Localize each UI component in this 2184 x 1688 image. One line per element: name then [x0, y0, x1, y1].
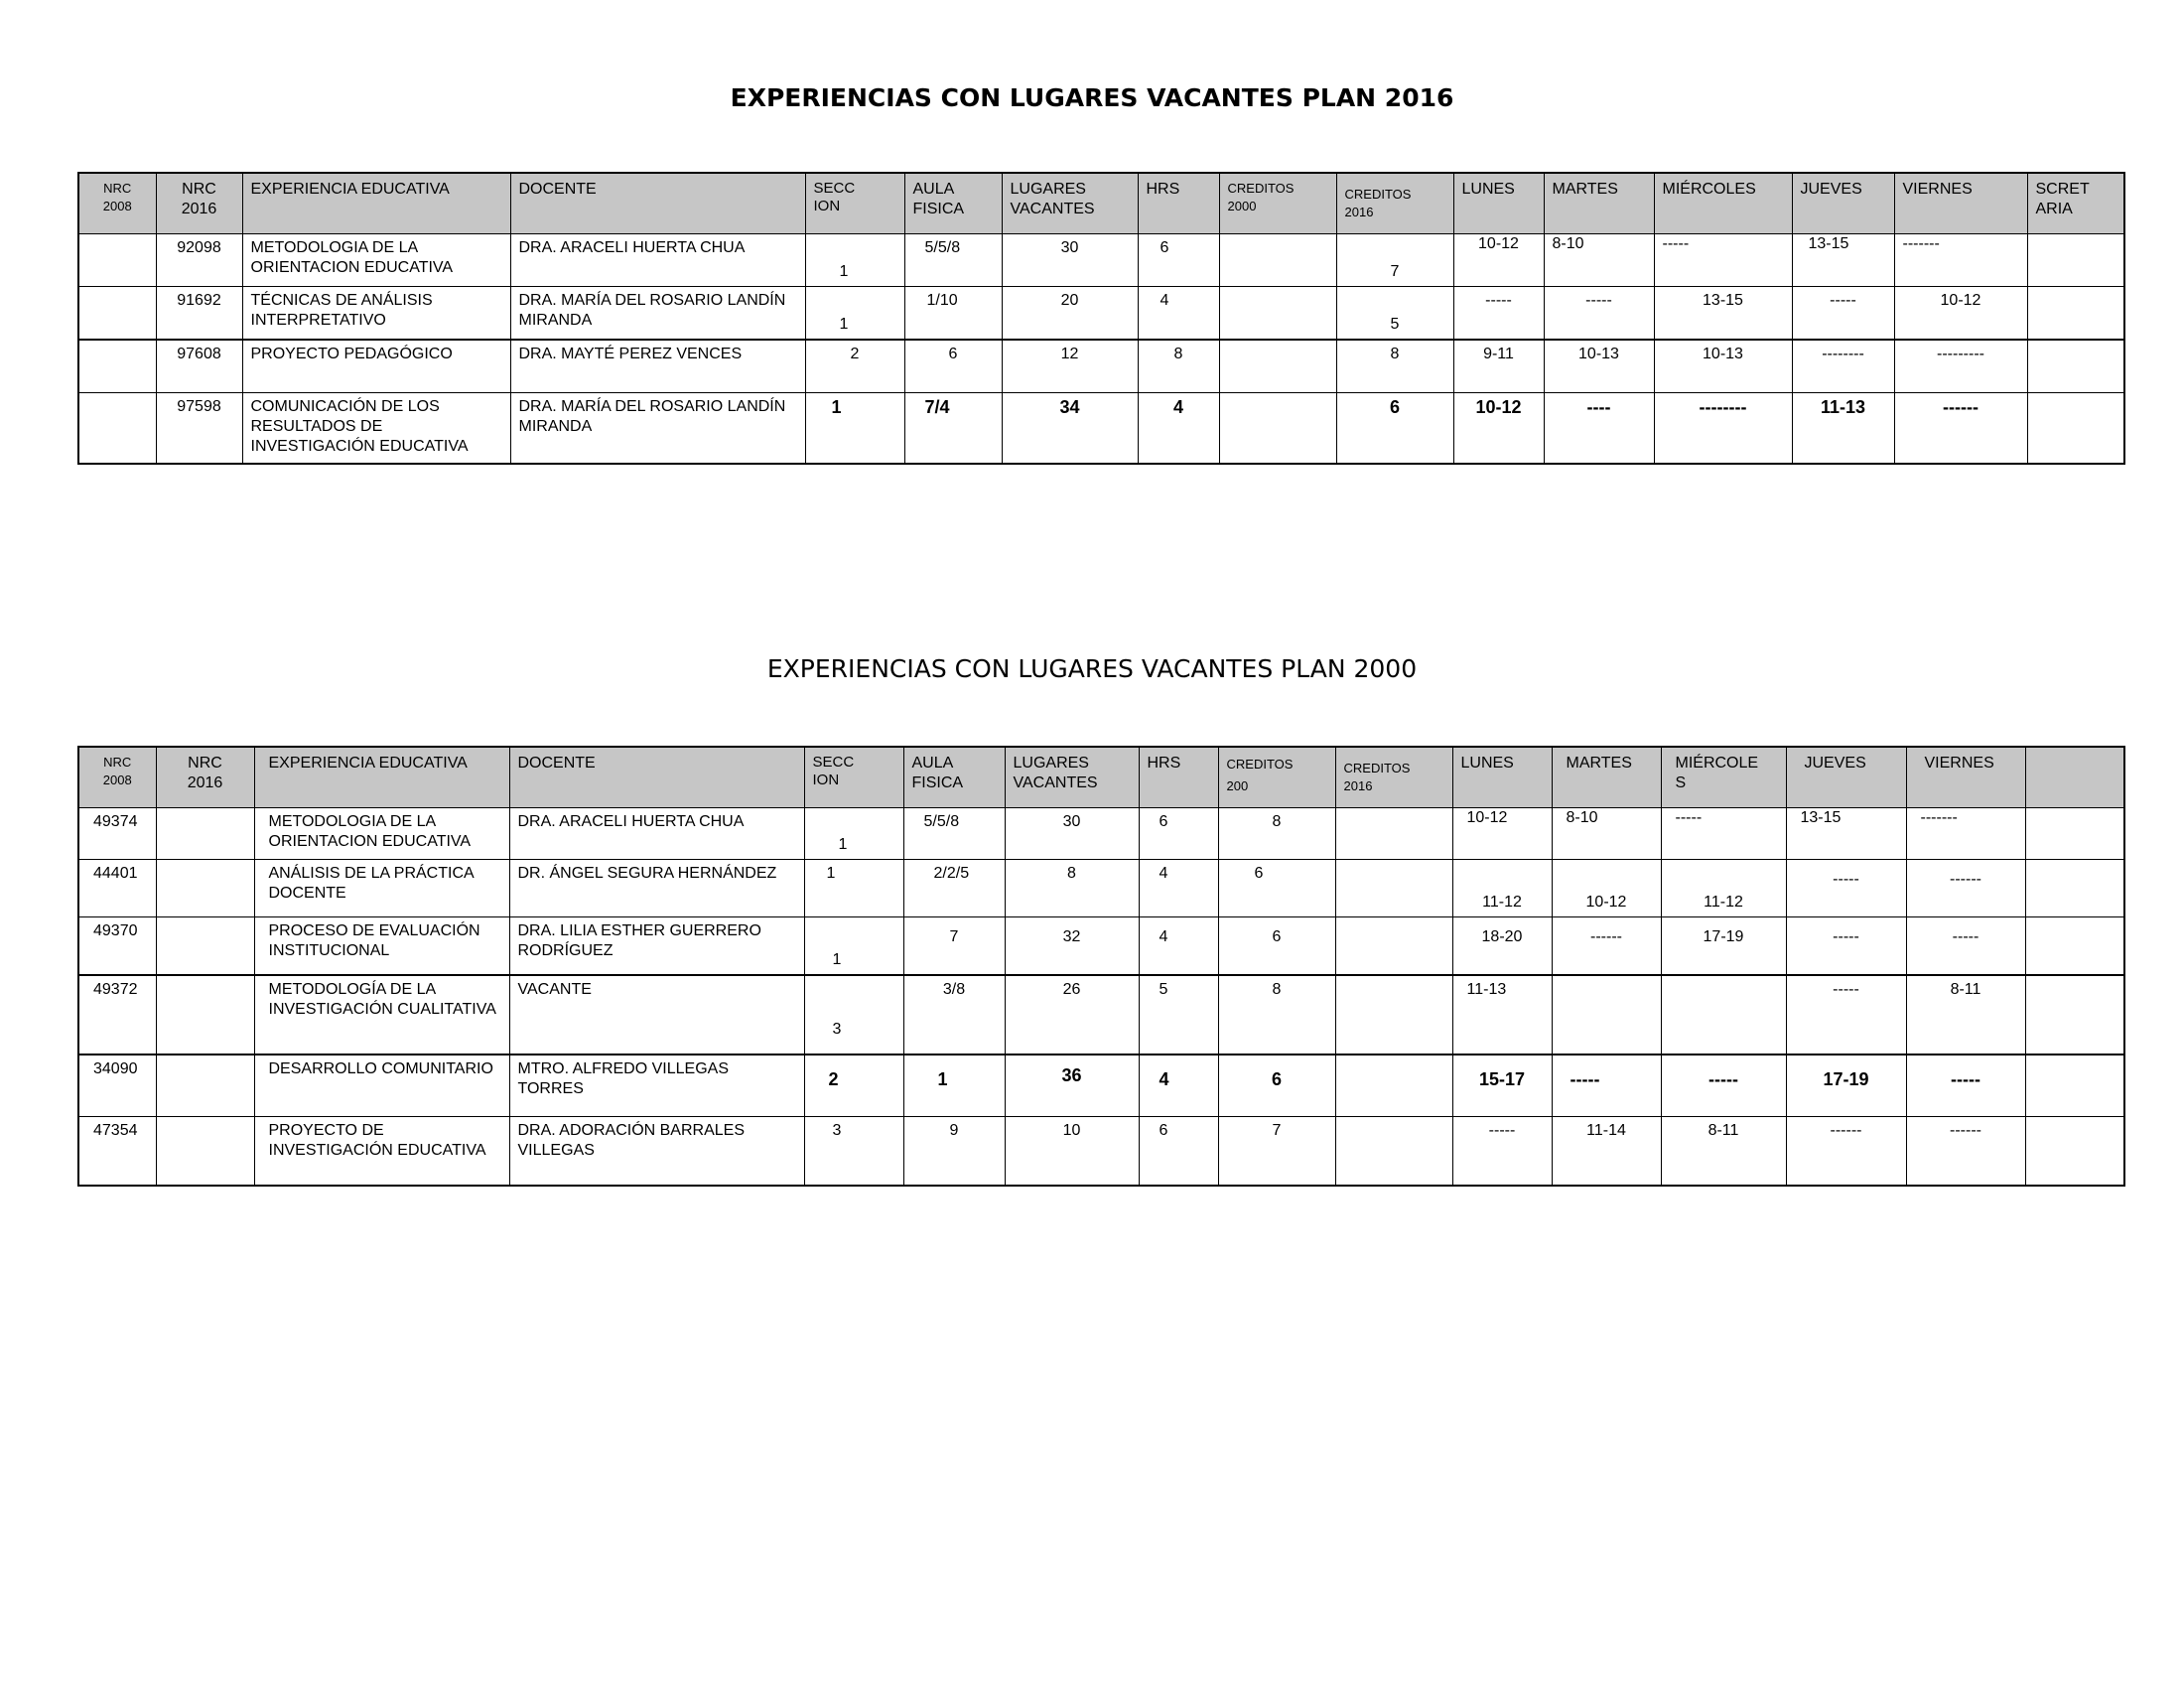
- cell-creditos-2016: 6: [1336, 393, 1453, 465]
- cell-nrc-2016: [156, 1117, 254, 1187]
- cell-jueves: -----: [1786, 975, 1906, 1055]
- cell-blank: [2025, 1117, 2124, 1187]
- col-header-lunes: LUNES: [1453, 173, 1544, 234]
- cell-jueves: 17-19: [1786, 1055, 1906, 1117]
- cell-docente: VACANTE: [509, 975, 804, 1055]
- cell-blank: [2025, 808, 2124, 860]
- cell-nrc-2016: [156, 917, 254, 976]
- cell-viernes: ------: [1906, 1117, 2025, 1187]
- col-header-viernes: VIERNES: [1906, 747, 2025, 808]
- col-header-blank: [2025, 747, 2124, 808]
- cell-docente: DRA. ARACELI HUERTA CHUA: [509, 808, 804, 860]
- table-row: [78, 393, 2124, 465]
- vacancies-table-plan-2016: [77, 172, 2125, 465]
- table-row: [78, 340, 2124, 393]
- cell-viernes: ------: [1906, 860, 2025, 917]
- cell-martes: 10-12: [1552, 860, 1661, 917]
- cell-docente: MTRO. ALFREDO VILLEGAS TORRES: [509, 1055, 804, 1117]
- cell-martes: 8-10: [1552, 808, 1661, 860]
- col-header-aula: AULA FISICA: [903, 747, 1005, 808]
- col-header-miercoles: MIÉRCOLES: [1654, 173, 1792, 234]
- cell-creditos-2000: 6: [1218, 917, 1335, 976]
- cell-secretaria: [2027, 234, 2124, 287]
- cell-experiencia: PROCESO DE EVALUACIÓN INSTITUCIONAL: [254, 917, 509, 976]
- cell-seccion: 1: [804, 860, 903, 917]
- cell-nrc-2008: [78, 234, 156, 287]
- cell-lugares: 26: [1005, 975, 1139, 1055]
- cell-lunes: 15-17: [1452, 1055, 1552, 1117]
- table-row: [78, 975, 2124, 1055]
- cell-lugares: 8: [1005, 860, 1139, 917]
- cell-creditos-2016: [1335, 1055, 1452, 1117]
- cell-miercoles: -----: [1661, 808, 1786, 860]
- cell-aula: 5/5/8: [903, 808, 1005, 860]
- col-header-docente: DOCENTE: [510, 173, 805, 234]
- cell-aula: 9: [903, 1117, 1005, 1187]
- cell-seccion: 1: [804, 808, 903, 860]
- cell-experiencia: DESARROLLO COMUNITARIO: [254, 1055, 509, 1117]
- cell-seccion: 1: [805, 287, 904, 341]
- cell-creditos-2016: 8: [1336, 340, 1453, 393]
- cell-martes: ------: [1552, 917, 1661, 976]
- col-header-lugares: LUGARES VACANTES: [1005, 747, 1139, 808]
- cell-lugares: 34: [1002, 393, 1138, 465]
- cell-blank: [2025, 917, 2124, 976]
- cell-creditos-2000: 6: [1218, 1055, 1335, 1117]
- cell-creditos-2016: [1335, 1117, 1452, 1187]
- table-row: [78, 860, 2124, 917]
- header-row: [78, 173, 2124, 234]
- cell-viernes: -----: [1906, 1055, 2025, 1117]
- cell-seccion: 1: [805, 393, 904, 465]
- cell-jueves: -----: [1786, 917, 1906, 976]
- cell-martes: 11-14: [1552, 1117, 1661, 1187]
- cell-hrs: 4: [1139, 860, 1218, 917]
- table-row: [78, 1055, 2124, 1117]
- cell-viernes: ------: [1894, 393, 2027, 465]
- cell-creditos-2000: [1219, 234, 1336, 287]
- cell-nrc-2016: 92098: [156, 234, 242, 287]
- cell-seccion: 1: [804, 917, 903, 976]
- cell-lugares: 20: [1002, 287, 1138, 341]
- col-header-martes: MARTES: [1544, 173, 1654, 234]
- cell-docente: DRA. MARÍA DEL ROSARIO LANDÍN MIRANDA: [510, 393, 805, 465]
- cell-creditos-2016: 5: [1336, 287, 1453, 341]
- cell-jueves: 13-15: [1792, 234, 1894, 287]
- cell-seccion: 3: [804, 975, 903, 1055]
- cell-nrc-2016: 97608: [156, 340, 242, 393]
- col-header-seccion: SECC ION: [805, 173, 904, 234]
- cell-aula: 5/5/8: [904, 234, 1002, 287]
- cell-creditos-2016: [1335, 808, 1452, 860]
- cell-secretaria: [2027, 393, 2124, 465]
- cell-experiencia: COMUNICACIÓN DE LOS RESULTADOS DE INVESTIGACIÓN EDUCATIVA: [242, 393, 510, 465]
- cell-docente: DRA. MAYTÉ PEREZ VENCES: [510, 340, 805, 393]
- col-header-lunes: LUNES: [1452, 747, 1552, 808]
- cell-nrc-2016: [156, 860, 254, 917]
- cell-aula: 1/10: [904, 287, 1002, 341]
- col-header-docente: DOCENTE: [509, 747, 804, 808]
- table-row: [78, 1117, 2124, 1187]
- cell-docente: DR. ÁNGEL SEGURA HERNÁNDEZ: [509, 860, 804, 917]
- cell-miercoles: --------: [1654, 393, 1792, 465]
- cell-viernes: -----: [1906, 917, 2025, 976]
- cell-docente: DRA. ARACELI HUERTA CHUA: [510, 234, 805, 287]
- cell-lunes: 10-12: [1453, 393, 1544, 465]
- cell-creditos-2016: [1335, 975, 1452, 1055]
- cell-lugares: 12: [1002, 340, 1138, 393]
- cell-nrc-2008: 44401: [78, 860, 156, 917]
- cell-miercoles: -----: [1661, 1055, 1786, 1117]
- cell-lunes: 11-13: [1452, 975, 1552, 1055]
- cell-hrs: 6: [1139, 808, 1218, 860]
- cell-nrc-2008: 47354: [78, 1117, 156, 1187]
- cell-secretaria: [2027, 340, 2124, 393]
- table-title-plan-2016: EXPERIENCIAS CON LUGARES VACANTES PLAN 2016: [730, 83, 1454, 112]
- cell-seccion: 2: [805, 340, 904, 393]
- cell-lunes: 10-12: [1453, 234, 1544, 287]
- cell-hrs: 8: [1138, 340, 1219, 393]
- cell-hrs: 4: [1138, 393, 1219, 465]
- cell-creditos-2016: [1335, 860, 1452, 917]
- cell-creditos-2000: 8: [1218, 808, 1335, 860]
- table-row: [78, 234, 2124, 287]
- col-header-creditos-2000: CREDITOS 200: [1218, 747, 1335, 808]
- cell-martes: -----: [1544, 287, 1654, 341]
- cell-aula: 2/2/5: [903, 860, 1005, 917]
- col-header-nrc-2016: NRC 2016: [156, 747, 254, 808]
- cell-nrc-2008: [78, 340, 156, 393]
- cell-aula: 3/8: [903, 975, 1005, 1055]
- cell-martes: -----: [1552, 1055, 1661, 1117]
- cell-experiencia: METODOLOGÍA DE LA INVESTIGACIÓN CUALITATIVA: [254, 975, 509, 1055]
- col-header-jueves: JUEVES: [1792, 173, 1894, 234]
- cell-jueves: 11-13: [1792, 393, 1894, 465]
- col-header-miercoles: MIÉRCOLE S: [1661, 747, 1786, 808]
- col-header-seccion: SECC ION: [804, 747, 903, 808]
- cell-hrs: 6: [1138, 234, 1219, 287]
- cell-jueves: -----: [1792, 287, 1894, 341]
- cell-blank: [2025, 860, 2124, 917]
- col-header-nrc-2008: NRC 2008: [78, 173, 156, 234]
- cell-martes: 10-13: [1544, 340, 1654, 393]
- cell-creditos-2000: [1219, 287, 1336, 341]
- cell-seccion: 1: [805, 234, 904, 287]
- cell-hrs: 4: [1139, 1055, 1218, 1117]
- col-header-aula: AULA FISICA: [904, 173, 1002, 234]
- cell-jueves: --------: [1792, 340, 1894, 393]
- col-header-martes: MARTES: [1552, 747, 1661, 808]
- cell-creditos-2000: 8: [1218, 975, 1335, 1055]
- cell-jueves: ------: [1786, 1117, 1906, 1187]
- cell-experiencia: TÉCNICAS DE ANÁLISIS INTERPRETATIVO: [242, 287, 510, 341]
- cell-viernes: -------: [1894, 234, 2027, 287]
- cell-aula: 6: [904, 340, 1002, 393]
- cell-creditos-2016: [1335, 917, 1452, 976]
- cell-martes: ----: [1544, 393, 1654, 465]
- col-header-creditos-2000: CREDITOS 2000: [1219, 173, 1336, 234]
- cell-creditos-2000: [1219, 340, 1336, 393]
- cell-miercoles: -----: [1654, 234, 1792, 287]
- header-row: [78, 747, 2124, 808]
- cell-lugares: 30: [1005, 808, 1139, 860]
- cell-hrs: 6: [1139, 1117, 1218, 1187]
- cell-nrc-2008: 49370: [78, 917, 156, 976]
- cell-martes: [1552, 975, 1661, 1055]
- cell-seccion: 2: [804, 1055, 903, 1117]
- col-header-jueves: JUEVES: [1786, 747, 1906, 808]
- cell-nrc-2016: 97598: [156, 393, 242, 465]
- cell-nrc-2008: [78, 287, 156, 341]
- col-header-nrc-2008: NRC 2008: [78, 747, 156, 808]
- cell-viernes: -------: [1906, 808, 2025, 860]
- col-header-hrs: HRS: [1139, 747, 1218, 808]
- cell-miercoles: 13-15: [1654, 287, 1792, 341]
- table-title-plan-2000: EXPERIENCIAS CON LUGARES VACANTES PLAN 2000: [766, 654, 1418, 683]
- cell-nrc-2016: [156, 1055, 254, 1117]
- cell-viernes: ---------: [1894, 340, 2027, 393]
- cell-aula: 7: [903, 917, 1005, 976]
- cell-docente: DRA. ADORACIÓN BARRALES VILLEGAS: [509, 1117, 804, 1187]
- col-header-nrc-2016: NRC 2016: [156, 173, 242, 234]
- cell-martes: 8-10: [1544, 234, 1654, 287]
- cell-secretaria: [2027, 287, 2124, 341]
- col-header-lugares: LUGARES VACANTES: [1002, 173, 1138, 234]
- cell-creditos-2000: 7: [1218, 1117, 1335, 1187]
- cell-nrc-2008: 49372: [78, 975, 156, 1055]
- cell-nrc-2016: 91692: [156, 287, 242, 341]
- col-header-experiencia: EXPERIENCIA EDUCATIVA: [254, 747, 509, 808]
- cell-nrc-2016: [156, 975, 254, 1055]
- cell-lunes: 10-12: [1452, 808, 1552, 860]
- cell-creditos-2000: [1219, 393, 1336, 465]
- cell-lugares: 32: [1005, 917, 1139, 976]
- cell-miercoles: 10-13: [1654, 340, 1792, 393]
- table-row: [78, 808, 2124, 860]
- col-header-viernes: VIERNES: [1894, 173, 2027, 234]
- cell-experiencia: METODOLOGIA DE LA ORIENTACION EDUCATIVA: [242, 234, 510, 287]
- cell-blank: [2025, 1055, 2124, 1117]
- cell-nrc-2008: 49374: [78, 808, 156, 860]
- cell-viernes: 10-12: [1894, 287, 2027, 341]
- cell-creditos-2000: 6: [1218, 860, 1335, 917]
- cell-miercoles: 11-12: [1661, 860, 1786, 917]
- cell-creditos-2016: 7: [1336, 234, 1453, 287]
- cell-seccion: 3: [804, 1117, 903, 1187]
- cell-blank: [2025, 975, 2124, 1055]
- cell-nrc-2016: [156, 808, 254, 860]
- cell-hrs: 4: [1138, 287, 1219, 341]
- cell-hrs: 4: [1139, 917, 1218, 976]
- cell-experiencia: METODOLOGIA DE LA ORIENTACION EDUCATIVA: [254, 808, 509, 860]
- cell-experiencia: PROYECTO PEDAGÓGICO: [242, 340, 510, 393]
- cell-lunes: -----: [1453, 287, 1544, 341]
- col-header-creditos-2016: CREDITOS 2016: [1336, 173, 1453, 234]
- cell-hrs: 5: [1139, 975, 1218, 1055]
- cell-aula: 7/4: [904, 393, 1002, 465]
- cell-viernes: 8-11: [1906, 975, 2025, 1055]
- cell-lugares: 30: [1002, 234, 1138, 287]
- cell-docente: DRA. LILIA ESTHER GUERRERO RODRÍGUEZ: [509, 917, 804, 976]
- cell-lunes: -----: [1452, 1117, 1552, 1187]
- cell-lunes: 18-20: [1452, 917, 1552, 976]
- table-row: [78, 917, 2124, 976]
- cell-miercoles: 8-11: [1661, 1117, 1786, 1187]
- col-header-hrs: HRS: [1138, 173, 1219, 234]
- cell-lugares: 10: [1005, 1117, 1139, 1187]
- cell-miercoles: 17-19: [1661, 917, 1786, 976]
- cell-lunes: 11-12: [1452, 860, 1552, 917]
- cell-nrc-2008: 34090: [78, 1055, 156, 1117]
- cell-lugares: 36: [1005, 1055, 1139, 1117]
- col-header-creditos-2016: CREDITOS 2016: [1335, 747, 1452, 808]
- cell-experiencia: ANÁLISIS DE LA PRÁCTICA DOCENTE: [254, 860, 509, 917]
- table-row: [78, 287, 2124, 341]
- col-header-experiencia: EXPERIENCIA EDUCATIVA: [242, 173, 510, 234]
- cell-jueves: 13-15: [1786, 808, 1906, 860]
- cell-experiencia: PROYECTO DE INVESTIGACIÓN EDUCATIVA: [254, 1117, 509, 1187]
- cell-docente: DRA. MARÍA DEL ROSARIO LANDÍN MIRANDA: [510, 287, 805, 341]
- vacancies-table-plan-2000: [77, 746, 2125, 1187]
- cell-jueves: -----: [1786, 860, 1906, 917]
- cell-nrc-2008: [78, 393, 156, 465]
- cell-aula: 1: [903, 1055, 1005, 1117]
- cell-miercoles: [1661, 975, 1786, 1055]
- cell-lunes: 9-11: [1453, 340, 1544, 393]
- col-header-secretaria: SCRET ARIA: [2027, 173, 2124, 234]
